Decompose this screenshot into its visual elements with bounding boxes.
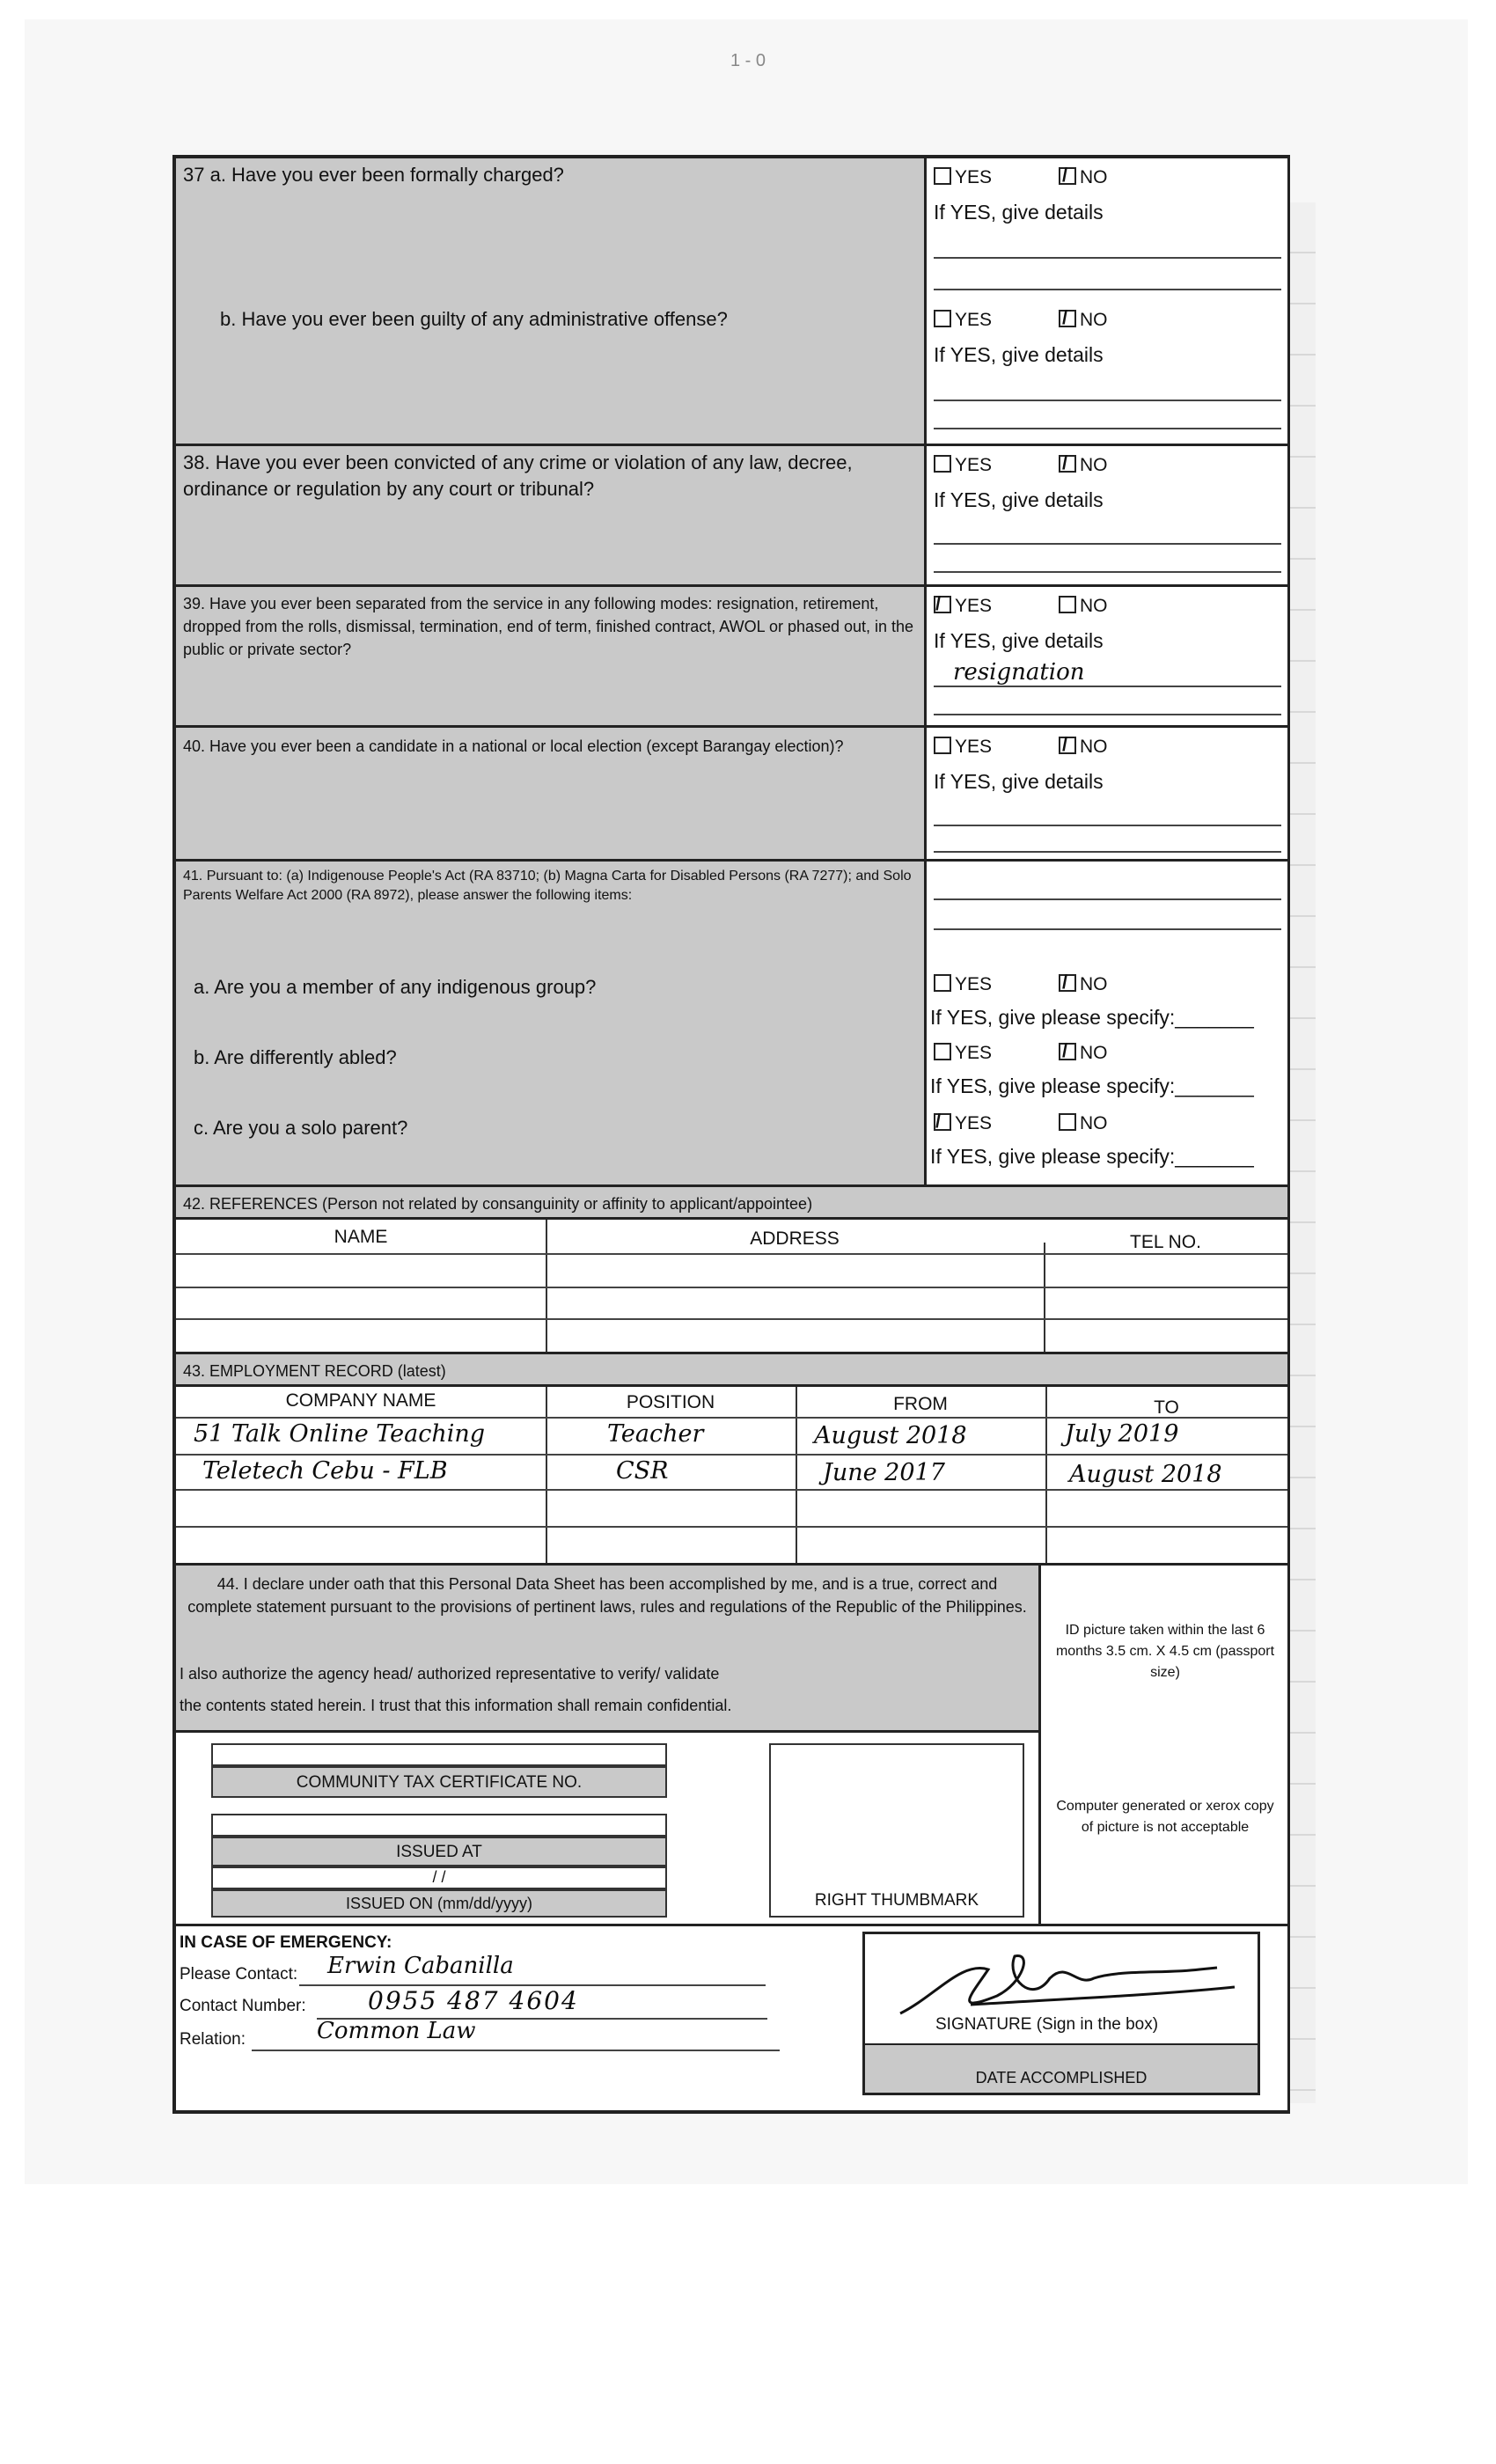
q37b-no[interactable]: NO xyxy=(1059,310,1108,331)
ref-row-line-1 xyxy=(176,1253,1287,1255)
id-picture-note: Computer generated or xerox copy of picture is not acceptable xyxy=(1056,1799,1274,1835)
q41-line-1 xyxy=(934,898,1281,900)
q37a-yes[interactable]: YES xyxy=(934,167,992,188)
q41b-specify: If YES, give please specify:_______ xyxy=(930,1074,1254,1097)
q41-block xyxy=(176,859,924,1184)
q44-declaration: 44. I declare under oath that this Personal Data Sheet has been accomplished by me, and is a true, correct and complete statement pursuant to the provisions of pertinent laws, rules and regulations of the Republic of the Philippines. xyxy=(187,1575,1027,1616)
emp-row1-from: August 2018 xyxy=(814,1422,967,1449)
emp-row-line-3 xyxy=(176,1489,1287,1491)
emergency-title: IN CASE OF EMERGENCY: xyxy=(180,1933,392,1952)
q39-block xyxy=(176,584,924,725)
q37a-text: 37 a. Have you ever been formally charged? xyxy=(183,164,564,186)
q41b-yes[interactable]: YES xyxy=(934,1043,992,1064)
q40-no[interactable]: NO xyxy=(1059,737,1108,758)
q41c-text: c. Are you a solo parent? xyxy=(194,1117,408,1139)
signature-label: SIGNATURE (Sign in the box) xyxy=(935,2015,1159,2034)
emergency-relation-line xyxy=(252,2050,780,2051)
emergency-contact-label: Please Contact: xyxy=(180,1965,298,1984)
q38-details-label: If YES, give details xyxy=(934,488,1104,511)
ref-col-address: ADDRESS xyxy=(750,1228,840,1249)
emergency-relation-value: Common Law xyxy=(317,2018,476,2044)
q37b-text: b. Have you ever been guilty of any administrative offense? xyxy=(220,308,728,330)
ref-col-tel: TEL NO. xyxy=(1130,1232,1201,1252)
q37b-details-label: If YES, give details xyxy=(934,343,1104,366)
id-picture-box xyxy=(1038,1563,1287,1924)
q40-line-1 xyxy=(934,825,1281,826)
q37b-line-2 xyxy=(934,428,1281,429)
q41c-yes-check: / xyxy=(935,1110,942,1132)
emergency-relation-label: Relation: xyxy=(180,2030,246,2049)
ref-row-line-2 xyxy=(176,1287,1287,1288)
ctc-issued-on-label: ISSUED ON (mm/dd/yyyy) xyxy=(211,1889,667,1918)
q41a-text: a. Are you a member of any indigenous group? xyxy=(194,976,597,998)
emp-col-from: FROM xyxy=(893,1394,948,1414)
q44-block xyxy=(176,1563,1038,1730)
q41a-yes[interactable]: YES xyxy=(934,974,992,995)
q40-text: 40. Have you ever been a candidate in a national or local election (except Barangay election)? xyxy=(183,737,844,755)
q41a-no-check: / xyxy=(1062,971,1068,993)
q37-answer xyxy=(924,158,1287,444)
q41-line-2 xyxy=(934,928,1281,930)
q43-header xyxy=(176,1352,1287,1387)
references-table xyxy=(176,1220,1287,1352)
q38-no[interactable]: NO xyxy=(1059,455,1108,476)
emp-divider-3 xyxy=(1045,1387,1047,1563)
q42-header xyxy=(176,1184,1287,1220)
q40-block xyxy=(176,725,924,859)
emp-col-position: POSITION xyxy=(626,1392,715,1412)
pds-form xyxy=(172,155,1290,2114)
q41b-no-check: / xyxy=(1062,1039,1068,1061)
q41a-specify: If YES, give please specify:_______ xyxy=(930,1006,1254,1029)
q37a-details-label: If YES, give details xyxy=(934,201,1104,224)
q39-text: 39. Have you ever been separated from the service in any following modes: resignation, retirement, dropped from the rolls, dismissal, termination, end of term, finished contract, AWOL or phased out, in the public or private sector? xyxy=(183,595,914,658)
ref-divider-2 xyxy=(1044,1243,1045,1352)
emp-row1-to: July 2019 xyxy=(1065,1420,1179,1448)
emp-row2-to: August 2018 xyxy=(1069,1461,1222,1488)
date-accomplished-field[interactable] xyxy=(865,2043,1258,2066)
thumbmark-box xyxy=(769,1743,1024,1918)
q39-line-1 xyxy=(934,686,1281,687)
emp-row-line-2 xyxy=(176,1454,1287,1456)
q44-authorize-1: I also authorize the agency head/ authorized representative to verify/ validate xyxy=(180,1665,720,1683)
q41c-yes[interactable]: YES xyxy=(934,1113,992,1134)
q37a-line-1 xyxy=(934,257,1281,259)
q37b-yes[interactable]: YES xyxy=(934,310,992,331)
q44-authorize-2: the contents stated herein. I trust that this information shall remain confidential. xyxy=(180,1697,732,1714)
emp-row-line-1 xyxy=(176,1417,1287,1419)
q37a-no-check: / xyxy=(1062,164,1068,186)
q40-line-2 xyxy=(934,851,1281,853)
emp-row-line-4 xyxy=(176,1526,1287,1528)
q38-text: 38. Have you ever been convicted of any crime or violation of any law, decree, ordinance or regulation by any court or tribunal? xyxy=(183,451,853,500)
q41c-no[interactable]: NO xyxy=(1059,1113,1108,1134)
ctc-number-field[interactable] xyxy=(211,1743,667,1766)
employment-table xyxy=(176,1387,1287,1563)
q41c-specify: If YES, give please specify:_______ xyxy=(930,1145,1254,1168)
q40-details-label: If YES, give details xyxy=(934,770,1104,793)
emergency-number-label: Contact Number: xyxy=(180,1997,306,2015)
emp-row2-position: CSR xyxy=(616,1457,669,1485)
q41a-no[interactable]: NO xyxy=(1059,974,1108,995)
signature-box[interactable] xyxy=(862,1932,1260,2095)
q37b-line-1 xyxy=(934,400,1281,401)
q37-block xyxy=(176,158,924,444)
thumbmark-label: RIGHT THUMBMARK xyxy=(814,1891,979,1910)
q39-yes[interactable]: YES xyxy=(934,596,992,617)
q41b-no[interactable]: NO xyxy=(1059,1043,1108,1064)
q37a-line-2 xyxy=(934,289,1281,290)
emp-col-company: COMPANY NAME xyxy=(285,1390,436,1411)
date-accomplished-label: DATE ACCOMPLISHED xyxy=(865,2064,1258,2093)
ref-row-line-3 xyxy=(176,1318,1287,1320)
q40-no-check: / xyxy=(1062,733,1068,755)
bottom-area xyxy=(176,1924,1287,2110)
q40-answer xyxy=(924,725,1287,859)
ref-col-name: NAME xyxy=(334,1227,388,1247)
q37a-no[interactable]: NO xyxy=(1059,167,1108,188)
ref-divider-1 xyxy=(546,1220,547,1352)
top-mark: 1 - 0 xyxy=(730,51,766,70)
q38-line-1 xyxy=(934,543,1281,545)
q43-title: 43. EMPLOYMENT RECORD (latest) xyxy=(183,1362,446,1380)
q39-details-value: resignation xyxy=(953,659,1085,686)
ctc-number-label: COMMUNITY TAX CERTIFICATE NO. xyxy=(211,1766,667,1798)
emp-col-to: TO xyxy=(1154,1397,1179,1418)
q41-answer xyxy=(924,859,1287,1184)
q42-title: 42. REFERENCES (Person not related by consanguinity or affinity to applicant/appointee) xyxy=(183,1195,813,1213)
q38-line-2 xyxy=(934,571,1281,573)
emp-row1-company: 51 Talk Online Teaching xyxy=(194,1420,486,1448)
q38-answer xyxy=(924,444,1287,584)
emp-row2-from: June 2017 xyxy=(823,1459,945,1486)
ctc-issued-on-field[interactable]: / / xyxy=(211,1866,667,1889)
emergency-contact-value: Erwin Cabanilla xyxy=(327,1953,514,1979)
q41-intro: 41. Pursuant to: (a) Indigenouse People's Act (RA 83710; (b) Magna Carta for Disabled Persons (RA 7277); and Solo Parents Welfare Act 2000 (RA 8972), please answer the following items: xyxy=(183,869,912,903)
ctc-issued-at-field[interactable] xyxy=(211,1814,667,1837)
q39-no[interactable]: NO xyxy=(1059,596,1108,617)
emp-divider-2 xyxy=(796,1387,797,1563)
q38-no-check: / xyxy=(1062,451,1068,473)
ctc-issued-at-label: ISSUED AT xyxy=(211,1837,667,1866)
ctc-area xyxy=(176,1730,1038,1924)
q41b-text: b. Are differently abled? xyxy=(194,1046,397,1068)
q39-yes-check: / xyxy=(935,592,942,614)
id-picture-text: ID picture taken within the last 6 months 3.5 cm. X 4.5 cm (passport size) xyxy=(1055,1623,1275,1680)
q39-answer xyxy=(924,584,1287,725)
q38-block xyxy=(176,444,924,584)
q40-yes[interactable]: YES xyxy=(934,737,992,758)
q39-line-2 xyxy=(934,714,1281,715)
q37b-no-check: / xyxy=(1062,306,1068,328)
q39-details-label: If YES, give details xyxy=(934,629,1104,652)
emp-divider-1 xyxy=(546,1387,547,1563)
emp-row2-company: Teletech Cebu - FLB xyxy=(202,1457,448,1485)
q38-yes[interactable]: YES xyxy=(934,455,992,476)
emergency-number-value: 0955 487 4604 xyxy=(368,1986,579,2015)
emp-row1-position: Teacher xyxy=(607,1420,704,1448)
